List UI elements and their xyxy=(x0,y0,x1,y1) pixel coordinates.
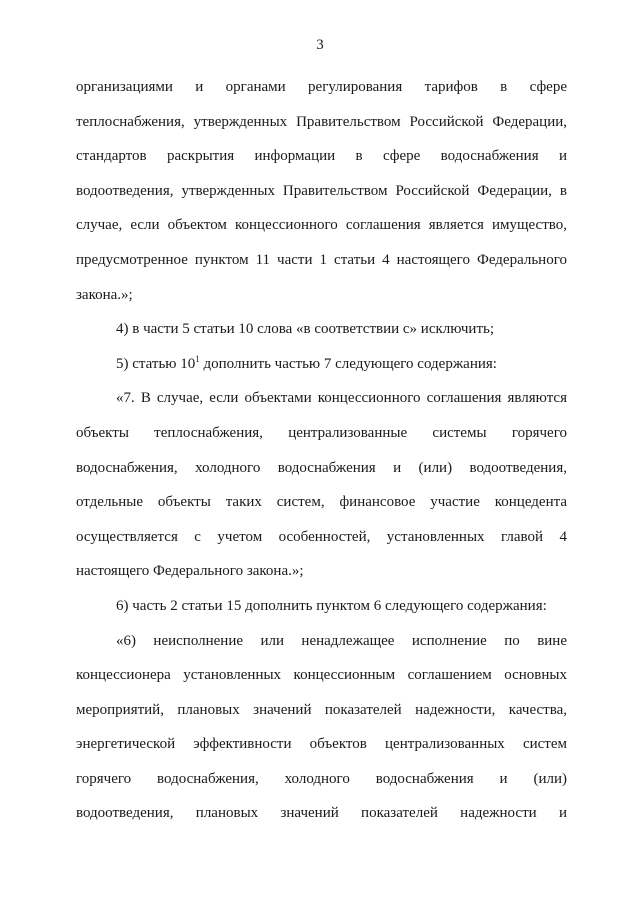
text-line: водоотведения, утвержденных Правительством Российской Федерации, в xyxy=(76,182,567,199)
text-line: водоотведения, плановых значений показателей надежности и xyxy=(76,805,567,822)
text-fragment: дополнить частью 7 следующего содержания: xyxy=(199,355,497,372)
text-line: горячего водоснабжения, холодного водоснабжения и (или) xyxy=(76,770,567,787)
document-body xyxy=(76,70,567,831)
text-line: водоснабжения, холодного водоснабжения и (или) водоотведения, xyxy=(76,459,567,476)
text-line: настоящего Федерального закона.»; xyxy=(76,563,304,580)
text-line: 4) в части 5 статьи 10 слова «в соответствии с» исключить; xyxy=(116,321,495,338)
text-line: «7. В случае, если объектами концессионного соглашения являются xyxy=(116,390,567,407)
text-line: организациями и органами регулирования тарифов в сфере xyxy=(76,79,567,95)
text-line: концессионера установленных концессионным соглашением основных xyxy=(76,667,567,684)
text-fragment: 5) статью 10 xyxy=(116,355,196,372)
text-line: мероприятий, плановых значений показателей надежности, качества, xyxy=(76,701,567,718)
text-line: энергетической эффективности объектов централизованных систем xyxy=(76,736,567,753)
text-line xyxy=(76,347,567,382)
text-line: случае, если объектом концессионного соглашения является имущество, xyxy=(76,217,567,234)
text-line: объекты теплоснабжения, централизованные системы горячего xyxy=(76,424,567,441)
text-line: теплоснабжения, утвержденных Правительством Российской Федерации, xyxy=(76,113,567,130)
superscript: 1 xyxy=(195,353,200,364)
text-line: отдельные объекты таких систем, финансовое участие концедента xyxy=(76,494,567,511)
text-line: «6) неисполнение или ненадлежащее исполнение по вине xyxy=(116,632,567,649)
text-line: 6) часть 2 статьи 15 дополнить пунктом 6 следующего содержания: xyxy=(116,597,547,614)
text-line: предусмотренное пунктом 11 части 1 статьи 4 настоящего Федерального xyxy=(76,251,567,268)
text-line: закона.»; xyxy=(76,286,133,303)
text-line: осуществляется с учетом особенностей, установленных главой 4 xyxy=(76,528,567,545)
text-line: стандартов раскрытия информации в сфере водоснабжения и xyxy=(76,148,567,165)
page-number: 3 xyxy=(316,37,324,53)
